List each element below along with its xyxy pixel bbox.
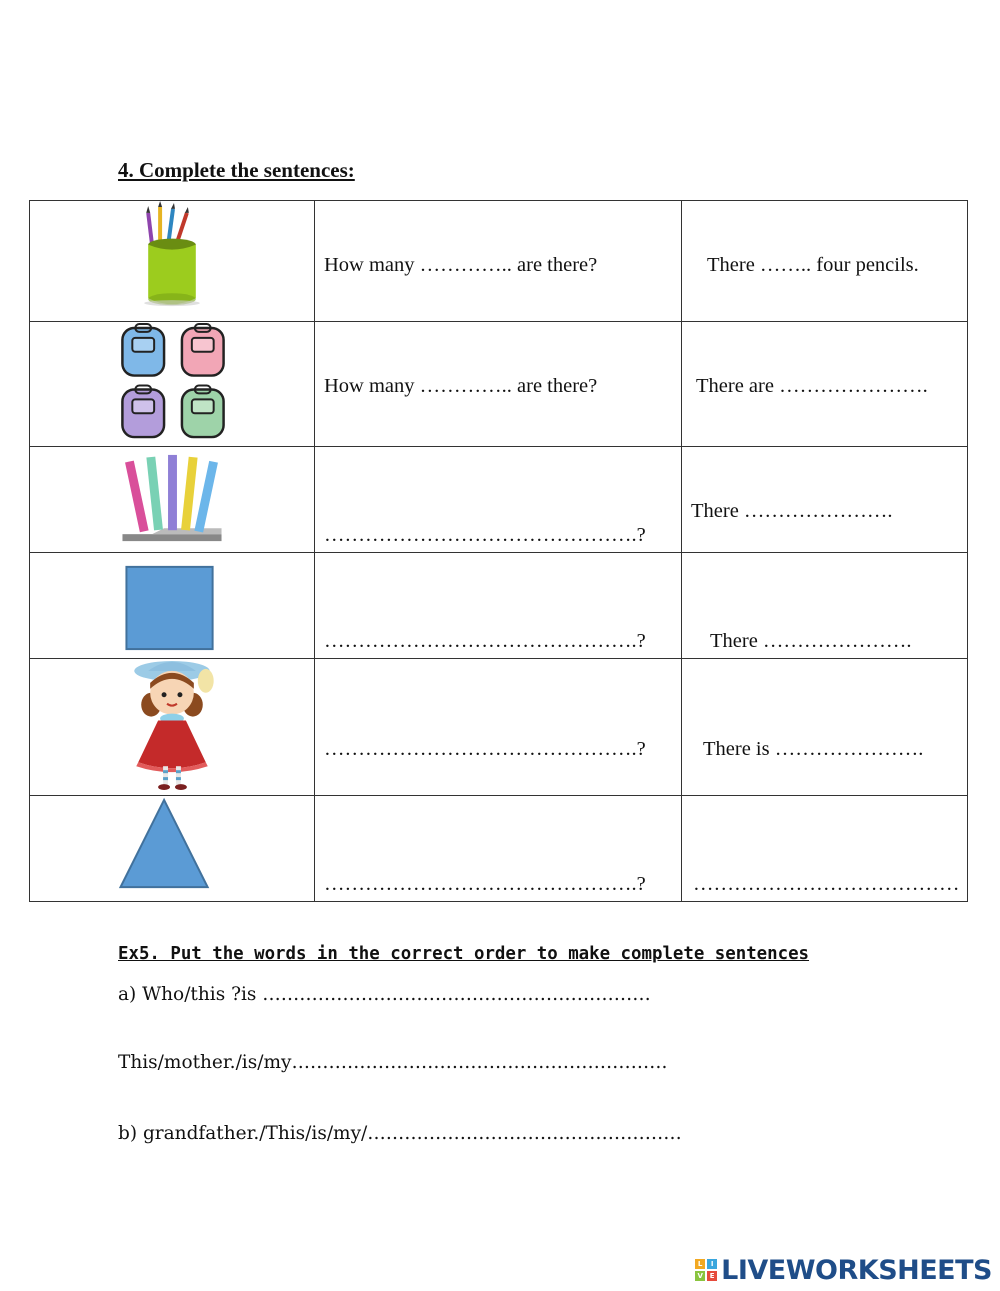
question-cell	[315, 447, 682, 553]
exercise4-title: 4. Complete the sentences:	[118, 158, 355, 182]
table-row	[30, 659, 968, 796]
question-text[interactable]: ……………………………………….?	[324, 738, 646, 760]
table-row	[30, 553, 968, 659]
logo-text: LIVEWORKSHEETS	[721, 1254, 992, 1286]
triangle-shape	[30, 796, 314, 901]
question-text[interactable]: ……………………………………….?	[324, 873, 646, 895]
logo-blocks-icon: L I V E	[695, 1259, 717, 1281]
answer-text[interactable]: There is ………………….	[703, 738, 924, 760]
question-text[interactable]: How many ………….. are there?	[324, 254, 598, 276]
question-cell	[315, 201, 682, 322]
answer-text[interactable]: …………………………………	[693, 873, 960, 895]
question-text[interactable]: ……………………………………….?	[324, 524, 646, 546]
answer-text[interactable]: There ………………….	[710, 630, 912, 652]
table-row	[30, 201, 968, 322]
question-cell	[315, 553, 682, 659]
question-cell	[315, 796, 682, 902]
answer-cell	[682, 322, 968, 447]
pencil-cup-cell	[30, 201, 315, 322]
table-row	[30, 796, 968, 902]
answer-text[interactable]: There …….. four pencils.	[707, 254, 919, 276]
answer-cell	[682, 553, 968, 659]
pencil-cup-image	[30, 201, 314, 321]
answer-text[interactable]: There are ………………….	[696, 375, 928, 397]
square-shape	[30, 553, 314, 658]
question-cell	[315, 322, 682, 447]
exercise5-title: Ex5. Put the words in the correct order to make complete sentences	[118, 944, 810, 964]
exercise5-line-mother[interactable]: This/mother./is/my…………………………………………………….	[118, 1052, 668, 1073]
answer-cell	[682, 447, 968, 553]
answer-text[interactable]: There ………………….	[691, 500, 893, 522]
exercise5-line-b[interactable]: b) grandfather./This/is/my/……………………………………………	[118, 1123, 682, 1144]
answer-cell	[682, 796, 968, 902]
rulers-cell	[30, 447, 315, 553]
exercise5-line-a[interactable]: a) Who/this ?is ………………………………………………………	[118, 984, 651, 1005]
question-text[interactable]: ……………………………………….?	[324, 630, 646, 652]
question-cell	[315, 659, 682, 796]
backpacks-cell	[30, 322, 315, 447]
backpacks-image	[30, 322, 314, 446]
triangle-cell	[30, 796, 315, 902]
liveworksheets-logo	[695, 1254, 992, 1286]
exercise4-table	[29, 200, 968, 902]
table-row	[30, 322, 968, 447]
doll-image	[30, 659, 314, 795]
table-row	[30, 447, 968, 553]
doll-cell	[30, 659, 315, 796]
square-cell	[30, 553, 315, 659]
answer-cell	[682, 659, 968, 796]
question-text[interactable]: How many ………….. are there?	[324, 375, 598, 397]
rulers-image	[30, 447, 314, 552]
answer-cell	[682, 201, 968, 322]
